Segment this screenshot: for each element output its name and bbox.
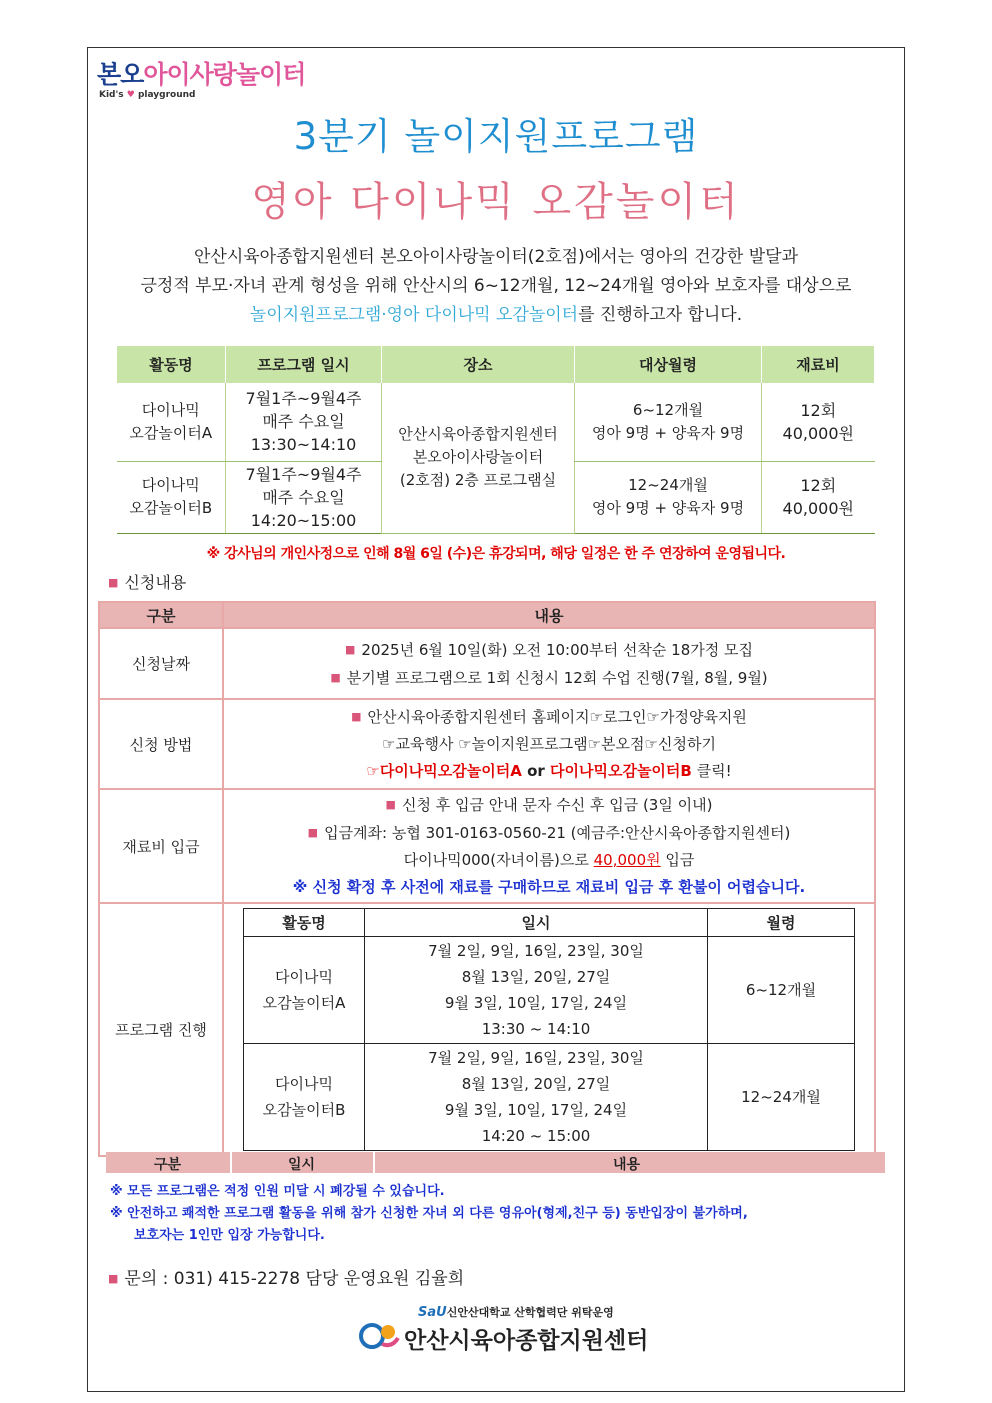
activity-name: 오감놀이터B bbox=[262, 1101, 346, 1119]
row-label-fee: 재료비 입금 bbox=[99, 789, 223, 903]
section-title: 신청내용 bbox=[124, 573, 187, 592]
square-bullet-icon: ■ bbox=[351, 710, 362, 723]
place-line: 본오아이사랑놀이터 bbox=[412, 448, 544, 467]
pointing-hand-icon: ☞ bbox=[366, 762, 380, 780]
bar-label-date: 일시 bbox=[288, 1157, 316, 1173]
col-header-activity: 활동명 bbox=[117, 346, 226, 383]
date-line: 2025년 6월 10일(화) 오전 10:00부터 선착순 18가정 모집 bbox=[361, 640, 753, 659]
target-age: 6~12개월 bbox=[632, 400, 704, 419]
row-label-progress: 프로그램 진행 bbox=[99, 903, 223, 1156]
schedule-line: 13:30~14:10 bbox=[250, 435, 357, 455]
logo-text-playground: 아이사랑놀이터 bbox=[143, 60, 306, 89]
col-header-activity: 활동명 bbox=[244, 909, 365, 937]
date-list: 8월 13일, 20일, 27일 bbox=[461, 1075, 611, 1093]
square-bullet-icon: ■ bbox=[307, 826, 319, 839]
date-list: 8월 13일, 20일, 27일 bbox=[461, 968, 611, 986]
notice-item: 보호자는 1인만 입장 가능합니다. bbox=[134, 1228, 325, 1243]
method-click: 클릭! bbox=[691, 762, 732, 780]
section-heading bbox=[108, 570, 186, 593]
bar-label-category: 구분 bbox=[154, 1157, 182, 1173]
schedule-line: 7월1주~9월4주 bbox=[245, 389, 362, 409]
date-list: 9월 3일, 10일, 17일, 24일 bbox=[444, 1101, 628, 1119]
logo-text-bonoh: 본오 bbox=[97, 60, 144, 89]
fee-sessions: 12회 bbox=[800, 400, 837, 420]
table-row bbox=[99, 903, 875, 1156]
list-item bbox=[225, 791, 873, 819]
intro-line-2: 긍정적 부모·자녀 관계 형성을 위해 안산시의 6~12개월, 12~24개월 영아와 보호자를 대상으로 bbox=[140, 276, 852, 296]
schedule-table bbox=[243, 908, 855, 1151]
intro-line-1: 안산시육아종합지원센터 본오아이사랑놀이터(2호점)에서는 영아의 건강한 발달과 bbox=[193, 247, 799, 267]
target-count: 영아 9명 + 양육자 9명 bbox=[591, 423, 745, 442]
table-row bbox=[244, 937, 855, 1044]
sau-brand: SaU bbox=[418, 1305, 447, 1320]
col-header-fee: 재료비 bbox=[762, 346, 875, 383]
refund-notice: ※ 신청 확정 후 사전에 재료를 구매하므로 재료비 입금 후 환불이 어렵습니다. bbox=[292, 878, 806, 896]
notice-item: ※ 모든 프로그램은 적정 인원 미달 시 폐강될 수 있습니다. bbox=[110, 1184, 445, 1199]
target-age: 12~24개월 bbox=[628, 476, 708, 494]
fee-sessions: 12회 bbox=[800, 476, 837, 495]
target-count: 영아 9명 + 양육자 9명 bbox=[591, 499, 745, 517]
place-line: (2호점) 2층 프로그램실 bbox=[399, 471, 557, 490]
square-bullet-icon: ■ bbox=[345, 642, 356, 656]
logo-sub-playground: playground bbox=[137, 90, 196, 100]
activity-name: 다이나믹 bbox=[275, 1075, 333, 1093]
footer-center-name: 안산시육아종합지원센터 bbox=[404, 1328, 649, 1354]
col-header-place: 장소 bbox=[382, 346, 575, 383]
application-table bbox=[98, 601, 876, 1157]
notice-item: ※ 안전하고 쾌적한 프로그램 활동을 위해 참가 신청한 자녀 외 다른 영유아(형제,친구 등) 동반입장이 불가하며, bbox=[110, 1206, 748, 1221]
table-row bbox=[117, 383, 875, 461]
date-list: 7월 2일, 9일, 16일, 23일, 30일 bbox=[428, 942, 644, 960]
fee-line: 신청 후 입금 안내 문자 수신 후 입금 (3일 이내) bbox=[401, 796, 713, 814]
schedule-line: 14:20~15:00 bbox=[250, 510, 357, 530]
program-table bbox=[116, 346, 875, 534]
bar-label-content: 내용 bbox=[613, 1157, 641, 1173]
fee-line bbox=[225, 847, 873, 874]
activity-name: 오감놀이터B bbox=[129, 499, 213, 517]
intro-line-3-rest: 를 진행하고자 합니다. bbox=[578, 305, 743, 325]
fee-suffix: 입금 bbox=[660, 851, 695, 869]
fee-amount: 40,000원 bbox=[782, 423, 854, 443]
activity-name: 다이나믹 bbox=[141, 476, 200, 494]
col-header-category: 구분 bbox=[99, 602, 223, 628]
fee-amount: 40,000원 bbox=[593, 851, 661, 869]
intro-line-3 bbox=[100, 301, 892, 330]
table-row bbox=[244, 1044, 855, 1151]
col-header-target: 대상월령 bbox=[575, 346, 762, 383]
fee-line: 입금계좌: 농협 301-0163-0560-21 (예금주:안산시육아종합지원센터) bbox=[324, 824, 791, 842]
table-row bbox=[99, 789, 875, 903]
intro-highlight: 놀이지원프로그램·영아 다이나믹 오감놀이터 bbox=[249, 305, 579, 325]
col-header-dates: 일시 bbox=[365, 909, 708, 937]
program-b-link: 다이나믹오감놀이터B bbox=[550, 762, 692, 780]
method-line bbox=[225, 758, 873, 785]
time-range: 14:20 ~ 15:00 bbox=[481, 1127, 591, 1145]
schedule-warning: ※ 강사님의 개인사정으로 인해 8월 6일 (수)은 휴강되며, 해당 일정은 한 주 연장하여 운영됩니다. bbox=[206, 546, 786, 562]
col-header-age: 월령 bbox=[708, 909, 855, 937]
page-subtitle: 영아 다이나믹 오감놀이터 bbox=[251, 179, 741, 225]
contact-info bbox=[108, 1264, 464, 1289]
col-header-content: 내용 bbox=[223, 602, 875, 628]
contact-text: 문의 : 031) 415-2278 담당 운영요원 김율희 bbox=[124, 1269, 465, 1289]
page-title: 3분기 놀이지원프로그램 bbox=[293, 115, 699, 158]
divider bbox=[373, 1152, 375, 1173]
square-bullet-icon: ■ bbox=[108, 576, 119, 589]
divider bbox=[230, 1152, 232, 1173]
schedule-line: 매주 수요일 bbox=[262, 412, 345, 432]
place-line: 안산시육아종합지원센터 bbox=[398, 425, 558, 444]
activity-name: 다이나믹 bbox=[275, 968, 333, 986]
activity-name: 다이나믹 bbox=[141, 400, 200, 419]
list-item bbox=[225, 703, 873, 731]
square-bullet-icon: ■ bbox=[330, 670, 341, 684]
method-line: 안산시육아종합지원센터 홈페이지☞로그인☞가정양육지원 bbox=[367, 708, 747, 726]
age-range: 6~12개월 bbox=[708, 937, 855, 1044]
bottom-header-bar bbox=[106, 1152, 885, 1173]
table-row bbox=[99, 628, 875, 699]
intro-paragraph bbox=[100, 243, 892, 330]
center-logo bbox=[97, 60, 305, 100]
activity-name: 오감놀이터A bbox=[262, 994, 346, 1012]
row-label-date: 신청날짜 bbox=[99, 628, 223, 699]
fee-amount: 40,000원 bbox=[782, 499, 854, 518]
schedule-line: 매주 수요일 bbox=[262, 487, 345, 507]
program-a-link: 다이나믹오감놀이터A bbox=[379, 762, 522, 780]
activity-name: 오감놀이터A bbox=[129, 423, 213, 442]
list-item bbox=[225, 819, 873, 847]
logo-sub-kids: Kid's bbox=[99, 90, 124, 100]
notice-list bbox=[110, 1181, 748, 1247]
heart-icon: ♥ bbox=[126, 90, 135, 100]
age-range: 12~24개월 bbox=[708, 1044, 855, 1151]
method-line: ☞교육행사 ☞놀이지원프로그램☞본오점☞신청하기 bbox=[382, 735, 716, 753]
col-header-schedule: 프로그램 일시 bbox=[226, 346, 382, 383]
fee-prefix: 다이나믹000(자녀이름)으로 bbox=[403, 851, 594, 869]
schedule-line: 7월1주~9월4주 bbox=[245, 464, 362, 484]
method-or: or bbox=[521, 762, 550, 780]
square-bullet-icon: ■ bbox=[385, 798, 396, 811]
date-list: 7월 2일, 9일, 16일, 23일, 30일 bbox=[428, 1049, 644, 1067]
row-label-method: 신청 방법 bbox=[99, 699, 223, 789]
list-item bbox=[225, 636, 873, 664]
center-emblem-icon bbox=[358, 1318, 402, 1352]
footer-logo bbox=[358, 1304, 648, 1355]
date-list: 9월 3일, 10일, 17일, 24일 bbox=[444, 994, 628, 1012]
footer-operator: 신안산대학교 산학협력단 위탁운영 bbox=[446, 1306, 614, 1319]
list-item bbox=[225, 664, 873, 692]
table-row bbox=[99, 699, 875, 789]
date-line: 분기별 프로그램으로 1회 신청시 12회 수업 진행(7월, 8월, 9월) bbox=[346, 668, 768, 687]
time-range: 13:30 ~ 14:10 bbox=[481, 1020, 591, 1038]
square-bullet-icon: ■ bbox=[108, 1272, 119, 1285]
